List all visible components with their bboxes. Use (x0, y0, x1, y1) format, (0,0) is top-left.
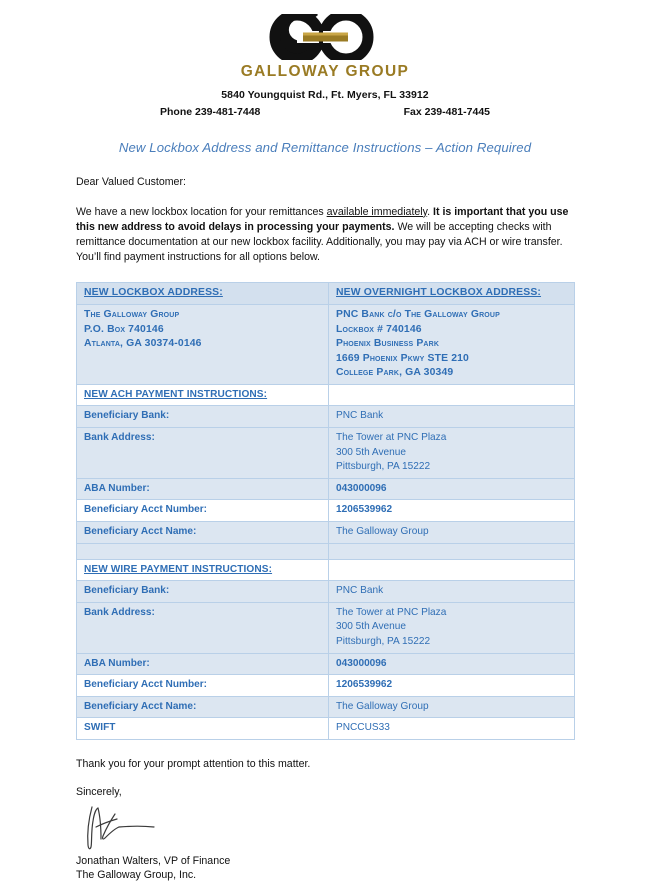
lockbox-address-header-cell (77, 283, 329, 305)
wire-bank-address-label-cell (77, 602, 329, 653)
intro-underlined-phrase: available immediately (326, 205, 428, 218)
lockbox-address-header: NEW LOCKBOX ADDRESS: (84, 287, 223, 299)
row-label: Beneficiary Acct Number: (84, 679, 208, 691)
intro-bold-warning: It is important that you use this new address to avoid delays in processing your payments. (76, 205, 569, 233)
wire-swift-label-cell (77, 718, 329, 740)
signer-company: The Galloway Group, Inc. (76, 869, 197, 882)
wire-bank-address-value-cell (329, 602, 575, 653)
row-value: PNCCUS33 (336, 722, 390, 734)
table-row (77, 602, 575, 653)
row-value: 043000096 (336, 657, 387, 669)
table-row (77, 500, 575, 522)
signer-name: Jonathan Walters, VP of Finance (76, 854, 231, 867)
row-label: Beneficiary Acct Name: (84, 700, 197, 712)
row-label: Beneficiary Bank: (84, 410, 170, 422)
overnight-address-header: NEW OVERNIGHT LOCKBOX ADDRESS: (336, 287, 542, 299)
lockbox-line: The Galloway Group (84, 308, 180, 320)
overnight-line: 1669 Phoenix Pkwy STE 210 (336, 352, 469, 364)
row-value-line: The Tower at PNC Plaza (336, 606, 447, 618)
row-value: 1206539962 (336, 504, 393, 516)
signature-block (76, 854, 574, 883)
wire-beneficiary-bank-value-cell (329, 581, 575, 603)
letterhead-phone: Phone 239-481-7448 (160, 105, 261, 118)
row-value: 043000096 (336, 482, 387, 494)
wire-section-header: NEW WIRE PAYMENT INSTRUCTIONS: (84, 563, 273, 575)
page-title: New Lockbox Address and Remittance Instructions – Action Required (118, 139, 532, 155)
row-value-line: 300 5th Avenue (336, 621, 406, 633)
intro-text-a: We have a new lockbox location for your remittances (76, 205, 327, 218)
wire-section-header-blank (329, 559, 575, 581)
wire-beneficiary-bank-label-cell (77, 581, 329, 603)
table-row (77, 559, 575, 581)
galloway-double-g-logo-icon (261, 14, 389, 60)
row-value-line: Pittsburgh, PA 15222 (336, 636, 431, 647)
ach-section-header-cell (77, 384, 329, 406)
row-label: Beneficiary Bank: (84, 585, 170, 597)
wire-aba-label-cell (77, 653, 329, 675)
overnight-address-cell (329, 304, 575, 384)
ach-aba-value-cell (329, 478, 575, 500)
table-row (77, 718, 575, 740)
letterhead-address: 5840 Youngquist Rd., Ft. Myers, FL 33912 (221, 88, 429, 101)
spacer-cell-right (329, 543, 575, 559)
table-row (77, 406, 575, 428)
row-label: Beneficiary Acct Name: (84, 526, 197, 538)
overnight-line: Lockbox # 740146 (336, 323, 422, 335)
row-value: The Galloway Group (336, 700, 429, 712)
letterhead-fax: Fax 239-481-7445 (403, 105, 490, 118)
ach-bank-address-label-cell (77, 428, 329, 479)
intro-paragraph (76, 205, 574, 266)
ach-acct-number-value-cell (329, 500, 575, 522)
wire-acct-number-value-cell (329, 675, 575, 697)
row-label: ABA Number: (84, 657, 150, 669)
company-wordmark: GALLOWAY GROUP (240, 63, 410, 80)
row-value: PNC Bank (336, 585, 384, 597)
wire-acct-name-value-cell (329, 696, 575, 718)
table-spacer-row (77, 543, 575, 559)
wire-section-header-cell (77, 559, 329, 581)
overnight-line: College Park, GA 30349 (336, 367, 454, 379)
table-row (77, 428, 575, 479)
logo-container (76, 14, 574, 66)
thank-you-line: Thank you for your prompt attention to this matter. (76, 757, 311, 770)
table-row (77, 653, 575, 675)
overnight-line: Phoenix Business Park (336, 338, 440, 350)
ach-acct-name-label-cell (77, 522, 329, 544)
row-value-line: 300 5th Avenue (336, 446, 406, 458)
row-label: Bank Address: (84, 606, 155, 618)
ach-beneficiary-bank-value-cell (329, 406, 575, 428)
ach-acct-name-value-cell (329, 522, 575, 544)
wire-acct-name-label-cell (77, 696, 329, 718)
ach-acct-number-label-cell (77, 500, 329, 522)
ach-aba-label-cell (77, 478, 329, 500)
row-value-line: Pittsburgh, PA 15222 (336, 461, 431, 473)
table-row (77, 675, 575, 697)
table-row (77, 283, 575, 305)
row-label: Beneficiary Acct Number: (84, 504, 208, 516)
spacer-cell-left (77, 543, 329, 559)
lockbox-line: P.O. Box 740146 (84, 323, 164, 335)
row-value-line: The Tower at PNC Plaza (336, 432, 447, 444)
letterhead (76, 0, 574, 118)
table-row (77, 384, 575, 406)
row-value: PNC Bank (336, 410, 384, 422)
wire-aba-value-cell (329, 653, 575, 675)
wire-swift-value-cell (329, 718, 575, 740)
wire-acct-number-label-cell (77, 675, 329, 697)
row-label: Bank Address: (84, 432, 155, 444)
row-label: ABA Number: (84, 482, 150, 494)
row-value: The Galloway Group (336, 526, 429, 538)
table-row (77, 478, 575, 500)
row-label: SWIFT (84, 722, 116, 734)
table-row (77, 581, 575, 603)
salutation: Dear Valued Customer: (76, 175, 186, 188)
letterhead-contact (160, 106, 490, 118)
table-row (77, 522, 575, 544)
overnight-address-header-cell (329, 283, 575, 305)
signature-image (76, 802, 574, 854)
intro-text-b: . (427, 205, 434, 218)
payment-instructions-table (76, 282, 575, 740)
sincerely-line: Sincerely, (76, 785, 122, 798)
ach-beneficiary-bank-label-cell (77, 406, 329, 428)
table-row (77, 304, 575, 384)
overnight-line: PNC Bank c/o The Galloway Group (336, 308, 500, 320)
ach-bank-address-value-cell (329, 428, 575, 479)
lockbox-address-cell (77, 304, 329, 384)
ach-section-header: NEW ACH PAYMENT INSTRUCTIONS: (84, 388, 268, 400)
intro-text-c: We will be accepting checks with remittance documentation at our new lockbox facility. Additionally, you may pay via ACH or wire transfer. You’ll find payment instructions for all options below. (76, 220, 563, 264)
row-value: 1206539962 (336, 679, 393, 691)
lockbox-line: Atlanta, GA 30374-0146 (84, 338, 202, 350)
table-row (77, 696, 575, 718)
ach-section-header-blank (329, 384, 575, 406)
